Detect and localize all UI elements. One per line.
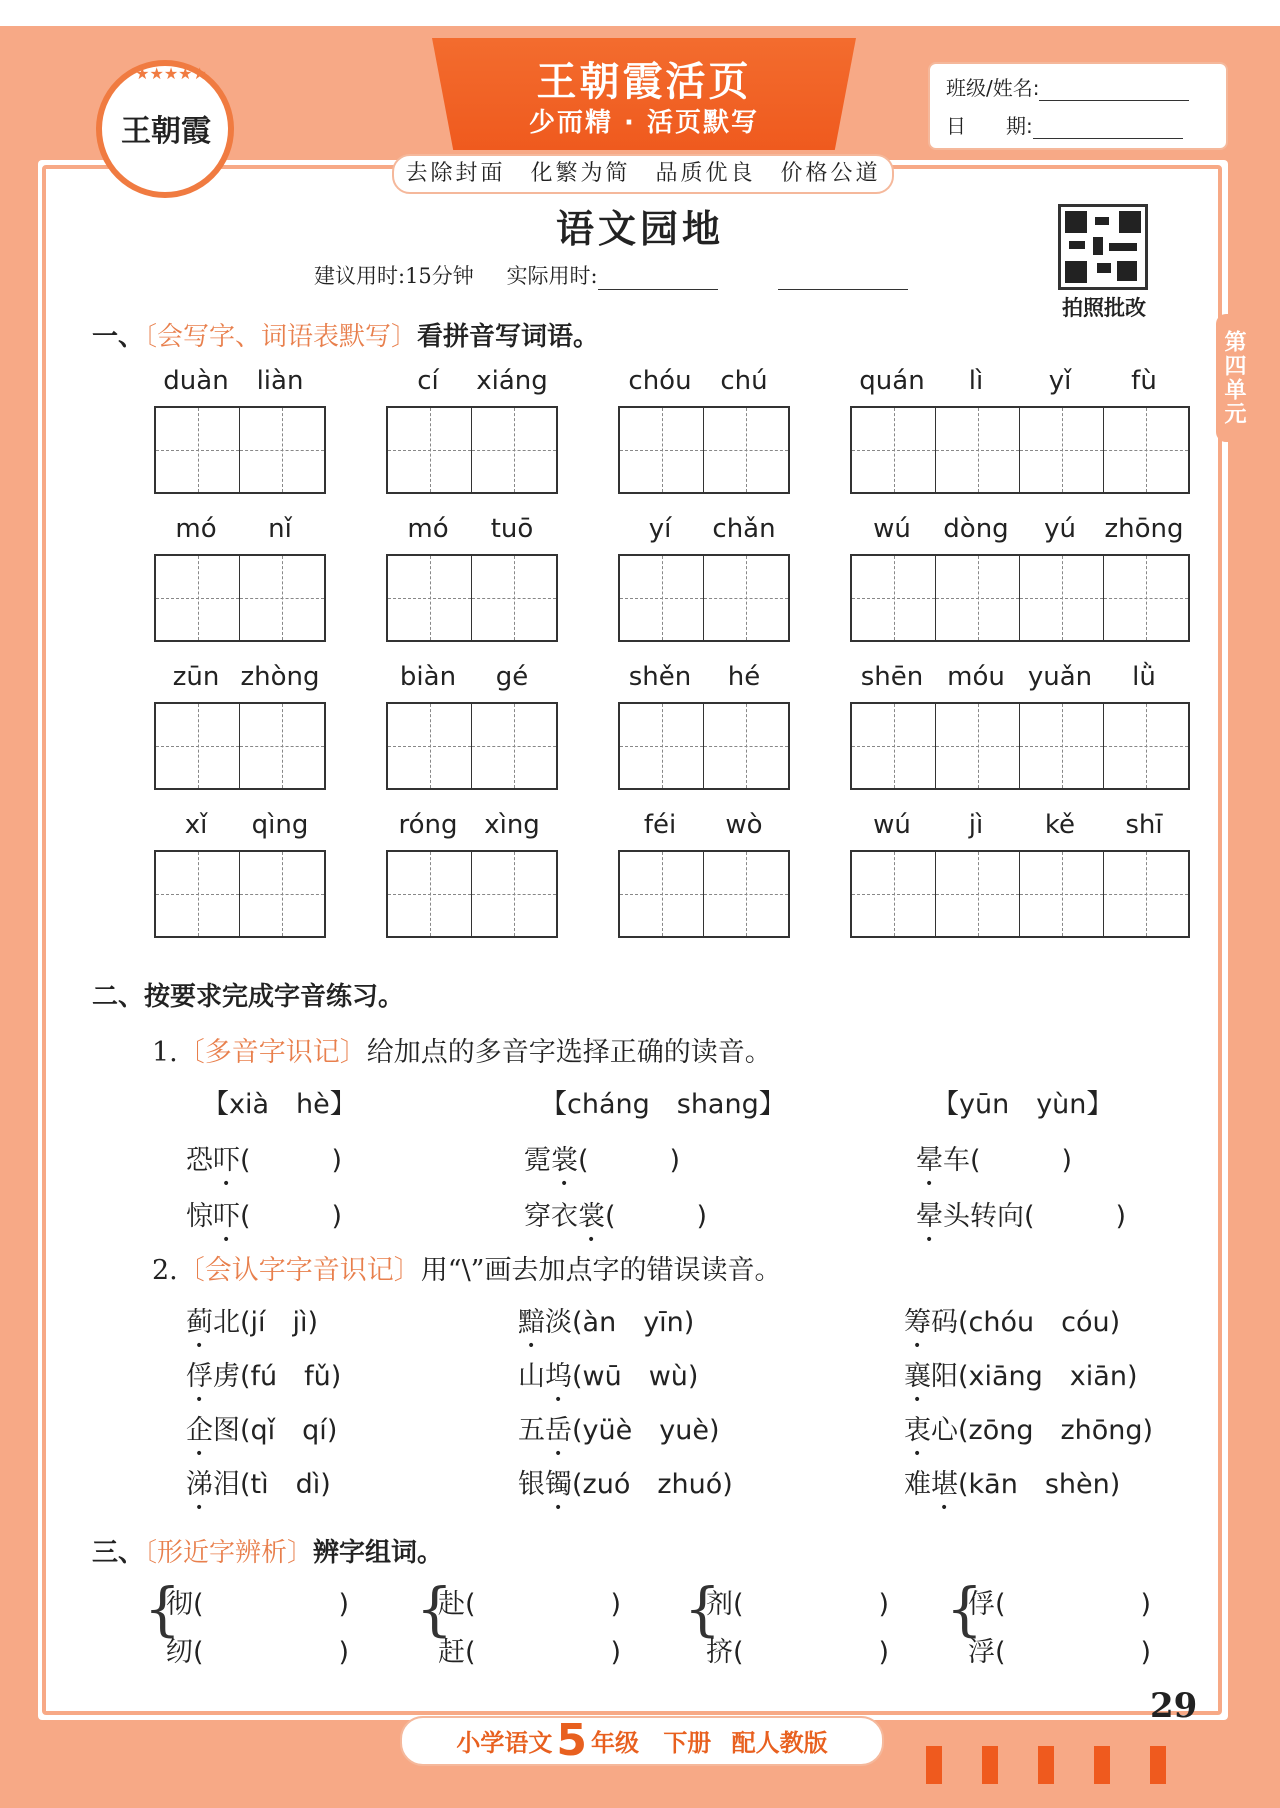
pinyin-label: wú xyxy=(873,514,911,544)
pinyin-label: yú xyxy=(1044,514,1076,544)
class-name-row xyxy=(946,72,1189,101)
qr-code-icon[interactable] xyxy=(1058,204,1148,290)
word-suffix: 码(chóu cóu) xyxy=(931,1307,1121,1338)
footer-bar xyxy=(1038,1746,1054,1784)
writing-cell[interactable] xyxy=(852,704,936,788)
pinyin-label: wú xyxy=(873,810,911,840)
q2-item[interactable] xyxy=(186,1354,341,1408)
pinyin-label: féi xyxy=(643,810,677,840)
writing-cell[interactable] xyxy=(388,704,472,788)
writing-cell[interactable] xyxy=(1020,704,1104,788)
q1-number: 1. xyxy=(152,1037,178,1068)
q2-text: 用“\”画去加点字的错误读音。 xyxy=(420,1255,782,1286)
s3-item[interactable]: 赶( ) xyxy=(438,1637,622,1668)
writing-cell[interactable] xyxy=(156,852,240,936)
actual-time-field[interactable] xyxy=(598,267,718,290)
banner-subtitle: 少而精 · 活页默写 xyxy=(529,108,759,138)
q2-item[interactable] xyxy=(186,1300,318,1354)
writing-cell[interactable] xyxy=(388,852,472,936)
q1-word[interactable] xyxy=(916,1194,1126,1248)
brace-icon: { xyxy=(946,1575,983,1643)
answer-grid[interactable] xyxy=(386,554,558,642)
section1-heading xyxy=(92,316,599,353)
unit-tab: 第四单元 xyxy=(1216,314,1250,442)
footer-bar xyxy=(1150,1746,1166,1784)
q2-item[interactable] xyxy=(518,1462,733,1516)
dotted-char: 镯 xyxy=(545,1469,572,1500)
section3-heading xyxy=(92,1532,443,1569)
pinyin-label: xìng xyxy=(484,810,540,840)
actual-time-label: 实际用时: xyxy=(506,264,598,288)
writing-cell[interactable] xyxy=(704,704,788,788)
brand-logo xyxy=(96,60,234,198)
footer-grade-number: 5 xyxy=(556,1715,587,1766)
page-number: 29 xyxy=(1150,1686,1198,1726)
pinyin-label: shēn xyxy=(860,662,924,692)
q2-item[interactable] xyxy=(904,1300,1120,1354)
dotted-char: 晕 xyxy=(916,1201,943,1232)
pinyin-label: yí xyxy=(648,514,672,544)
word-suffix: 心(zōng zhōng) xyxy=(931,1415,1154,1446)
pinyin-label: xǐ xyxy=(184,810,208,840)
answer-grid[interactable] xyxy=(618,554,790,642)
writing-cell[interactable] xyxy=(472,408,556,492)
q2-item[interactable] xyxy=(186,1462,331,1516)
pinyin-label: nǐ xyxy=(268,514,292,544)
brace-icon: { xyxy=(416,1575,453,1643)
section1-number: 一、 xyxy=(92,322,145,352)
pinyin-label: wò xyxy=(725,810,763,840)
writing-cell[interactable] xyxy=(388,408,472,492)
q1-text: 给加点的多音字选择正确的读音。 xyxy=(366,1037,772,1068)
word-suffix: (kān shèn) xyxy=(958,1469,1121,1500)
pinyin-label: chóu xyxy=(628,366,692,396)
pinyin-label: duàn xyxy=(163,366,229,396)
s3-item[interactable]: 俘( ) xyxy=(968,1589,1152,1620)
dotted-char: 蓟 xyxy=(186,1307,213,1338)
q1-word[interactable] xyxy=(186,1194,342,1248)
pinyin-label: chú xyxy=(720,366,768,396)
writing-cell[interactable] xyxy=(936,852,1020,936)
q1-options: 【xià hè】 xyxy=(202,1089,357,1120)
writing-cell[interactable] xyxy=(156,704,240,788)
word-prefix: 恐 xyxy=(186,1145,213,1176)
q2-item[interactable] xyxy=(518,1408,719,1462)
footer-edition: 配人教版 xyxy=(731,1729,828,1757)
writing-cell[interactable] xyxy=(240,556,324,640)
answer-grid[interactable] xyxy=(386,850,558,938)
s3-item[interactable]: 赴( ) xyxy=(438,1589,622,1620)
word-prefix: 霓 xyxy=(524,1145,551,1176)
writing-cell[interactable] xyxy=(1020,556,1104,640)
pinyin-label: mó xyxy=(175,514,217,544)
pinyin-label: fù xyxy=(1131,366,1157,396)
dotted-char: 衷 xyxy=(904,1415,931,1446)
footer-bar xyxy=(926,1746,942,1784)
pinyin-label: zhòng xyxy=(240,662,320,692)
writing-cell[interactable] xyxy=(936,556,1020,640)
q1-word[interactable] xyxy=(524,1138,680,1192)
pinyin-label: biàn xyxy=(399,662,457,692)
dotted-char: 涕 xyxy=(186,1469,213,1500)
scan-top-edge xyxy=(0,0,1280,26)
answer-grid[interactable] xyxy=(154,554,326,642)
writing-cell[interactable] xyxy=(1104,704,1188,788)
answer-grid[interactable] xyxy=(386,406,558,494)
answer-grid[interactable] xyxy=(154,702,326,790)
footer-volume: 下册 xyxy=(663,1729,712,1757)
dotted-char: 岳 xyxy=(545,1415,572,1446)
word-suffix: 淡(àn yīn) xyxy=(545,1307,695,1338)
word-suffix: 阳(xiāng xiān) xyxy=(931,1361,1138,1392)
dotted-char: 堪 xyxy=(931,1469,958,1500)
dotted-char: 筹 xyxy=(904,1307,931,1338)
dotted-char: 黯 xyxy=(518,1307,545,1338)
q1-tag: 〔多音字识记〕 xyxy=(177,1037,367,1068)
q1-word[interactable] xyxy=(186,1138,342,1192)
writing-cell[interactable] xyxy=(1104,408,1188,492)
pinyin-label: qìng xyxy=(251,810,309,840)
answer-grid[interactable] xyxy=(386,702,558,790)
footer-bar xyxy=(982,1746,998,1784)
writing-cell[interactable] xyxy=(156,408,240,492)
word-suffix: ( ) xyxy=(578,1145,681,1176)
dotted-char: 吓 xyxy=(213,1145,240,1176)
date-field[interactable] xyxy=(1033,118,1183,139)
footer-subject: 小学语文 xyxy=(456,1729,553,1757)
answer-grid[interactable] xyxy=(154,406,326,494)
writing-cell[interactable] xyxy=(240,408,324,492)
s3-item[interactable]: 挤( ) xyxy=(706,1637,890,1668)
word-suffix: (zuó zhuó) xyxy=(572,1469,733,1500)
footer-label xyxy=(400,1716,884,1766)
writing-cell[interactable] xyxy=(472,556,556,640)
q1-heading xyxy=(152,1030,772,1069)
dotted-char: 晕 xyxy=(916,1145,943,1176)
q2-item[interactable] xyxy=(186,1408,337,1462)
word-suffix: ( ) xyxy=(240,1201,343,1232)
date-row xyxy=(946,110,1183,139)
q1-options: 【yūn yùn】 xyxy=(932,1089,1114,1120)
pinyin-label: móu xyxy=(947,662,1005,692)
answer-grid[interactable] xyxy=(618,702,790,790)
section2-number: 二、 xyxy=(92,982,145,1012)
answer-grid[interactable] xyxy=(618,850,790,938)
writing-cell[interactable] xyxy=(156,556,240,640)
s3-item[interactable]: 纫( ) xyxy=(166,1637,350,1668)
word-prefix: 山 xyxy=(518,1361,545,1392)
class-name-label: 班级/姓名: xyxy=(946,76,1040,100)
dotted-char: 坞 xyxy=(545,1361,572,1392)
writing-cell[interactable] xyxy=(704,556,788,640)
dotted-char: 俘 xyxy=(186,1361,213,1392)
pinyin-label: lì xyxy=(968,366,984,396)
answer-grid[interactable] xyxy=(850,554,1190,642)
writing-cell[interactable] xyxy=(852,408,936,492)
pinyin-label: lǜ xyxy=(1132,662,1156,692)
dotted-char: 襄 xyxy=(904,1361,931,1392)
writing-cell[interactable] xyxy=(852,556,936,640)
writing-cell[interactable] xyxy=(936,704,1020,788)
pinyin-label: yǐ xyxy=(1048,366,1072,396)
pinyin-label: kě xyxy=(1044,810,1076,840)
pinyin-label: xiáng xyxy=(476,366,548,396)
section2-heading xyxy=(92,976,404,1013)
pinyin-label: cí xyxy=(417,366,439,396)
s3-item[interactable]: 彻( ) xyxy=(166,1589,350,1620)
section3-tag: 〔形近字辨析〕 xyxy=(144,1538,314,1568)
writing-cell[interactable] xyxy=(472,852,556,936)
pinyin-label: shěn xyxy=(628,662,692,692)
writing-cell[interactable] xyxy=(240,852,324,936)
writing-cell[interactable] xyxy=(704,852,788,936)
writing-cell[interactable] xyxy=(1020,852,1104,936)
answer-grid[interactable] xyxy=(850,702,1190,790)
word-prefix: 银 xyxy=(518,1469,545,1500)
brand-name: 王朝霞 xyxy=(121,114,211,149)
word-prefix: 五 xyxy=(518,1415,545,1446)
dotted-char: 裳 xyxy=(551,1145,578,1176)
q2-item[interactable] xyxy=(518,1300,694,1354)
student-info-box xyxy=(928,62,1228,150)
answer-grid[interactable] xyxy=(154,850,326,938)
pinyin-label: gé xyxy=(495,662,529,692)
q2-heading xyxy=(152,1248,781,1287)
word-prefix: 穿衣 xyxy=(524,1201,578,1232)
writing-cell[interactable] xyxy=(620,704,704,788)
q1-word[interactable] xyxy=(524,1194,707,1248)
writing-cell[interactable] xyxy=(620,852,704,936)
footer-grade: 年级 xyxy=(590,1729,639,1757)
answer-grid[interactable] xyxy=(618,406,790,494)
writing-cell[interactable] xyxy=(620,408,704,492)
page-title: 语文园地 xyxy=(555,206,724,251)
banner-title: 王朝霞活页 xyxy=(536,58,752,105)
pinyin-label: róng xyxy=(398,810,458,840)
word-suffix: ( ) xyxy=(605,1201,708,1232)
word-prefix: 惊 xyxy=(186,1201,213,1232)
brace-icon: { xyxy=(144,1575,181,1643)
slogan: 去除封面 化繁为简 品质优良 价格公道 xyxy=(392,154,894,194)
q2-item[interactable] xyxy=(518,1354,698,1408)
word-suffix: 图(qǐ qí) xyxy=(213,1415,338,1446)
pinyin-label: mó xyxy=(407,514,449,544)
section1-instruction: 看拼音写词语。 xyxy=(417,322,600,352)
pinyin-label: dòng xyxy=(943,514,1009,544)
q1-options: 【cháng shang】 xyxy=(540,1089,786,1120)
writing-cell[interactable] xyxy=(1104,852,1188,936)
answer-grid[interactable] xyxy=(850,850,1190,938)
word-suffix: ( ) xyxy=(240,1145,343,1176)
s3-item[interactable]: 剂( ) xyxy=(706,1589,890,1620)
word-suffix: 泪(tì dì) xyxy=(213,1469,331,1500)
pinyin-label: hé xyxy=(727,662,761,692)
pinyin-label: shī xyxy=(1125,810,1163,840)
q2-item[interactable] xyxy=(904,1462,1120,1516)
qr-label: 拍照批改 xyxy=(1062,296,1146,320)
dotted-char: 吓 xyxy=(213,1201,240,1232)
writing-cell[interactable] xyxy=(852,852,936,936)
word-suffix: (wū wù) xyxy=(572,1361,699,1392)
q1-word[interactable] xyxy=(916,1138,1072,1192)
time-row xyxy=(314,260,908,290)
pinyin-label: liàn xyxy=(256,366,304,396)
q2-tag: 〔会认字字音识记〕 xyxy=(177,1255,421,1286)
section1-tag: 〔会写字、词语表默写〕 xyxy=(144,322,418,352)
q2-number: 2. xyxy=(152,1255,178,1286)
pinyin-label: zūn xyxy=(172,662,220,692)
pinyin-label: quán xyxy=(859,366,925,396)
pinyin-label: yuǎn xyxy=(1027,662,1093,692)
pinyin-label: jì xyxy=(968,810,984,840)
pinyin-label: tuō xyxy=(490,514,534,544)
writing-cell[interactable] xyxy=(1020,408,1104,492)
writing-cell[interactable] xyxy=(240,704,324,788)
section2-instruction: 按要求完成字音练习。 xyxy=(144,982,405,1012)
suggested-time: 建议用时:15分钟 xyxy=(314,264,474,288)
blank-line xyxy=(778,267,908,290)
date-label: 日 期: xyxy=(946,114,1033,138)
s3-item[interactable]: 浮( ) xyxy=(968,1637,1152,1668)
writing-cell[interactable] xyxy=(620,556,704,640)
writing-cell[interactable] xyxy=(704,408,788,492)
writing-cell[interactable] xyxy=(936,408,1020,492)
answer-grid[interactable] xyxy=(850,406,1190,494)
q2-item[interactable] xyxy=(904,1354,1137,1408)
pinyin-label: chǎn xyxy=(712,514,776,544)
section3-instruction: 辨字组词。 xyxy=(313,1538,444,1568)
word-prefix: 难 xyxy=(904,1469,931,1500)
word-suffix: (yüè yuè) xyxy=(572,1415,720,1446)
writing-cell[interactable] xyxy=(1104,556,1188,640)
word-suffix: 头转向( ) xyxy=(943,1201,1127,1232)
word-suffix: 虏(fú fǔ) xyxy=(213,1361,342,1392)
footer-bar xyxy=(1094,1746,1110,1784)
word-suffix: 北(jí jì) xyxy=(213,1307,319,1338)
pinyin-label: zhōng xyxy=(1104,514,1184,544)
star-icons: ★★★★★ xyxy=(135,64,207,83)
dotted-char: 裳 xyxy=(578,1201,605,1232)
dotted-char: 企 xyxy=(186,1415,213,1446)
q2-item[interactable] xyxy=(904,1408,1153,1462)
brace-icon: { xyxy=(684,1575,721,1643)
class-name-field[interactable] xyxy=(1039,80,1189,101)
writing-cell[interactable] xyxy=(472,704,556,788)
word-suffix: 车( ) xyxy=(943,1145,1073,1176)
writing-cell[interactable] xyxy=(388,556,472,640)
section3-number: 三、 xyxy=(92,1538,145,1568)
